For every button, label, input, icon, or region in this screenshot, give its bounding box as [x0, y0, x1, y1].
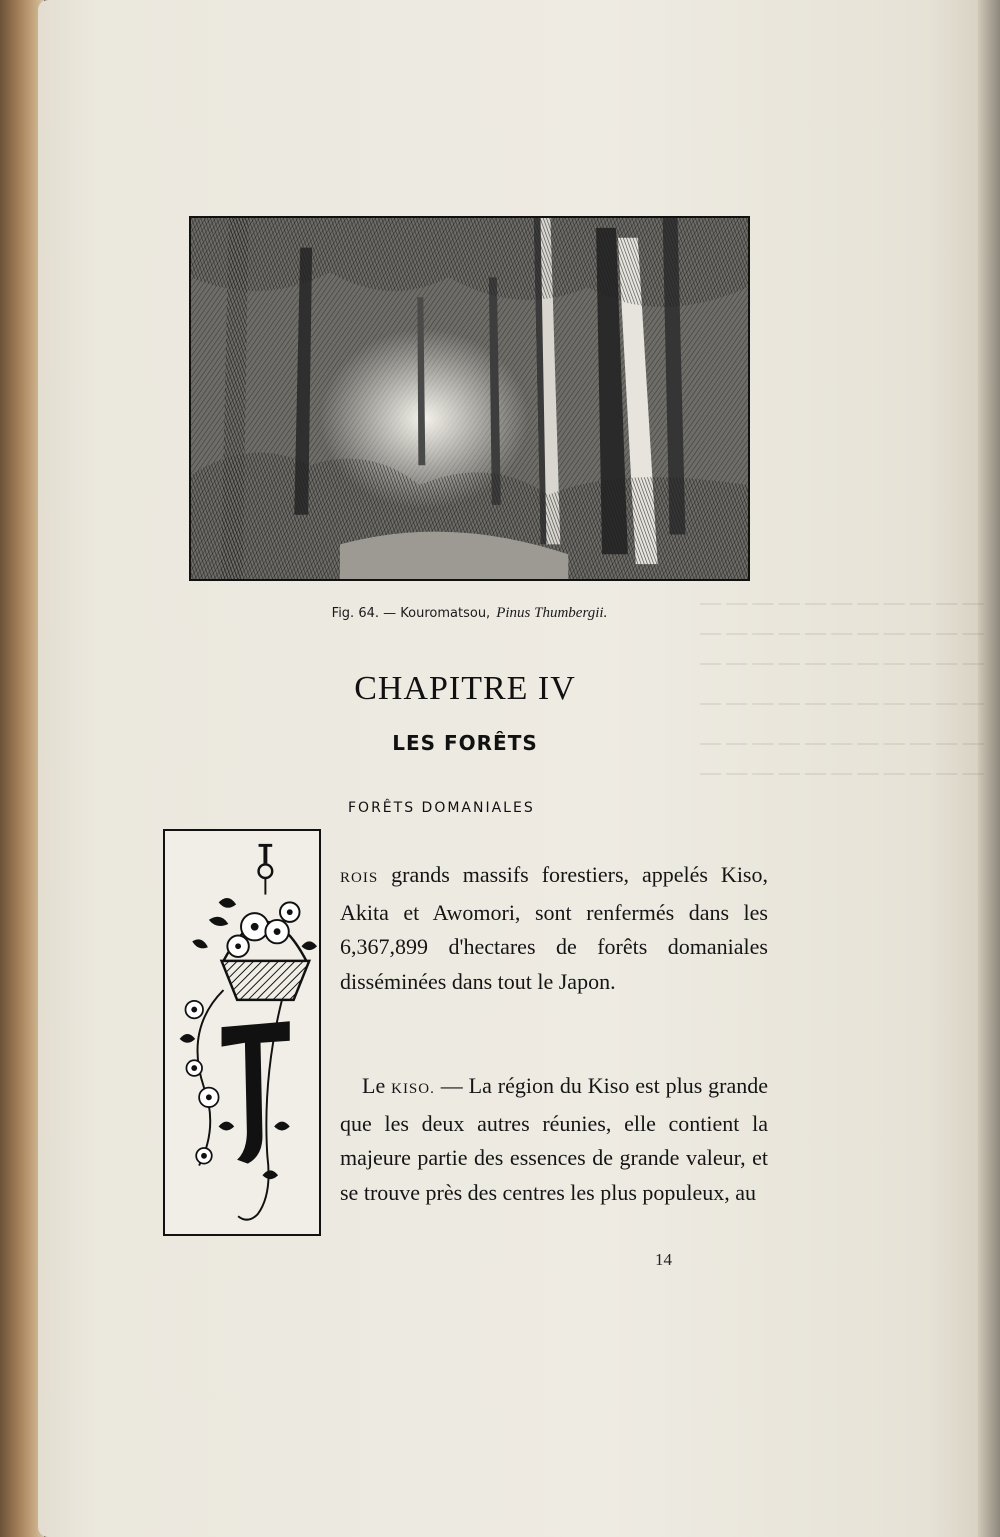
- figure-name: Kouromatsou,: [400, 606, 491, 621]
- forest-engraving: [189, 216, 750, 581]
- bleed-through-text: — — — — — — — — — — —: [700, 690, 984, 714]
- figure-caption: [189, 605, 750, 622]
- figure-species: Pinus Thumbergii.: [496, 605, 608, 621]
- kiso-smallcaps: KISO.: [391, 1081, 435, 1097]
- flower-basket-initial: [165, 831, 319, 1234]
- bleed-through-text: — — — — — — — — — — —: [700, 590, 984, 614]
- bleed-through-text: — — — — — — — — — — —: [700, 650, 984, 674]
- paragraph-kiso-text: — La région du Kiso est plus grande que les deux autres réunies, elle contient la majeure partie des essences de grande valeur, et se trouve près des centres les plus populeux, au: [340, 1073, 769, 1205]
- chapter-heading: CHAPITRE IV: [354, 670, 576, 707]
- paragraph-intro: [340, 858, 768, 999]
- caption-dash: —: [383, 606, 397, 621]
- paragraph-kiso: [340, 1069, 768, 1210]
- page-number: 14: [655, 1250, 672, 1269]
- bleed-through-text: — — — — — — — — — — —: [700, 730, 984, 754]
- paragraph-intro-text: grands massifs forestiers, appelés Kiso, Akita et Awomori, sont renfermés dans les 6,367,899 d'hectares de forêts domaniales disséminées dans tout le Japon.: [340, 862, 768, 994]
- section-heading: LES FORÊTS: [392, 731, 538, 755]
- paragraph-kiso-intro: Le: [362, 1073, 386, 1098]
- bleed-through-text: — — — — — — — — — — —: [700, 620, 984, 644]
- forest-illustration: [191, 218, 748, 579]
- bleed-through-text: — — — — — — — — — — —: [700, 760, 984, 784]
- figure-label: Fig. 64.: [331, 606, 379, 621]
- subsection-heading: FORÊTS DOMANIALES: [348, 800, 535, 816]
- dropcap-continuation: ROIS: [340, 870, 379, 886]
- ornamental-dropcap: [163, 829, 321, 1236]
